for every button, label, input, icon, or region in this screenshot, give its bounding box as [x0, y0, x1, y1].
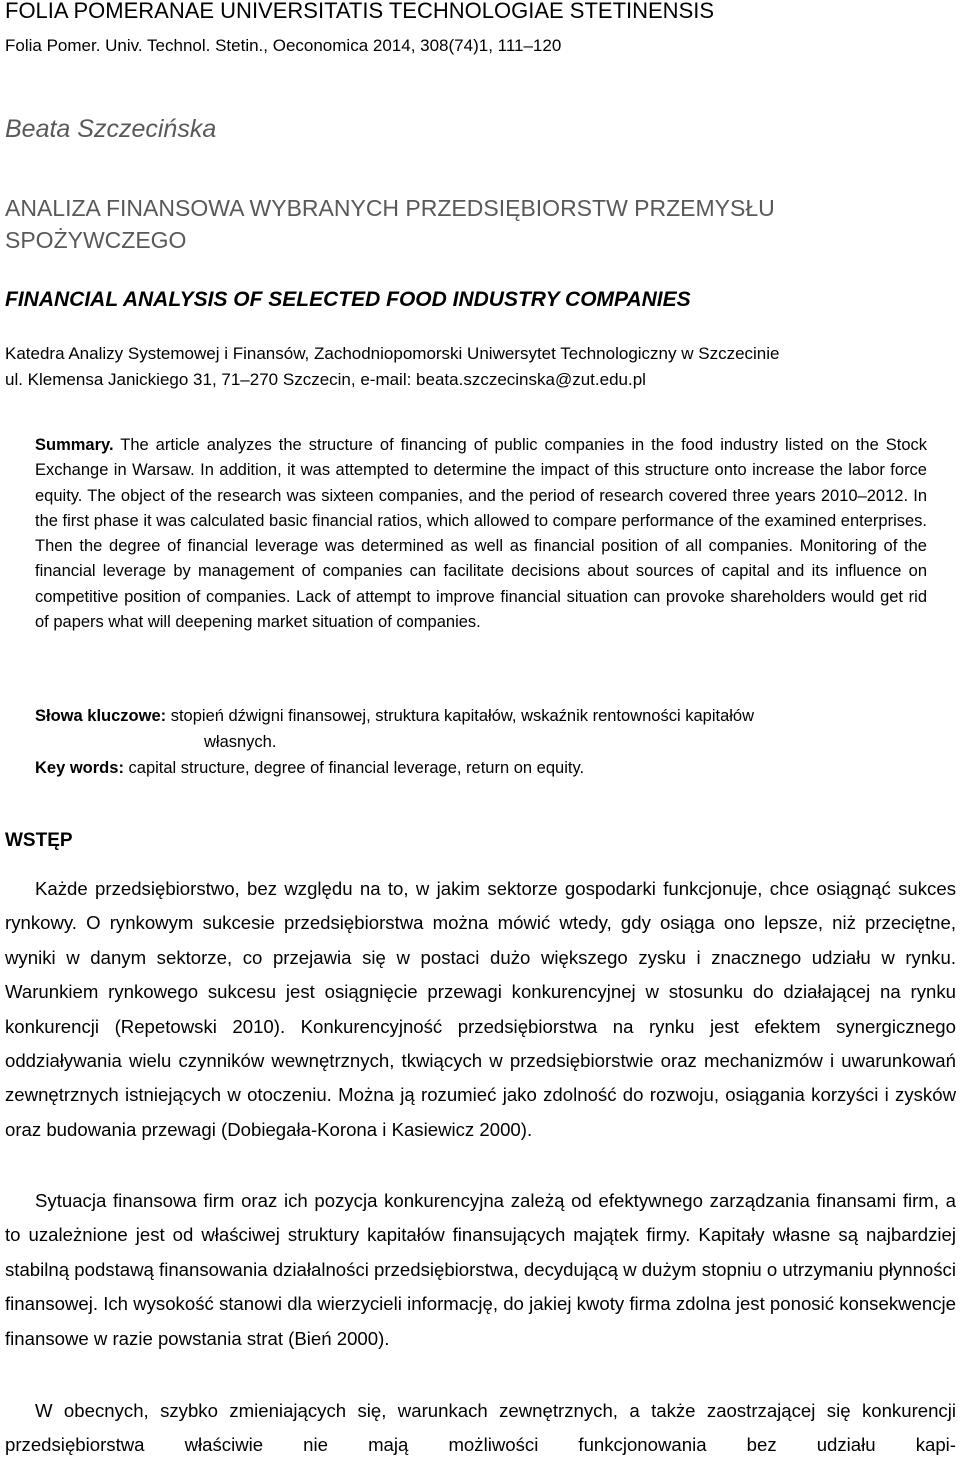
journal-title: FOLIA POMERANAE UNIVERSITATIS TECHNOLOGIAE STETINENSIS	[5, 0, 715, 23]
title-english: FINANCIAL ANALYSIS OF SELECTED FOOD INDUSTRY COMPANIES	[5, 288, 691, 311]
affiliation-line-2: ul. Klemensa Janickiego 31, 71–270 Szczecin, e-mail: beata.szczecinska@zut.edu.pl	[5, 370, 646, 389]
summary-label: Summary.	[35, 436, 114, 454]
keywords-english-text: capital structure, degree of financial leverage, return on equity.	[128, 759, 585, 777]
title-polish-line-1: ANALIZA FINANSOWA WYBRANYCH PRZEDSIĘBIORSTW PRZEMYSŁU	[5, 195, 775, 221]
body-paragraph: Każde przedsiębiorstwo, bez względu na to, w jakim sektorze gospodarki funkcjonuje, chce osiągnąć sukces rynkowy. O rynkowym sukcesie przedsiębiorstwa można mówić wtedy, gdy osiąga ono lepsze, niż przeciętne, wyniki w danym sektorze, co przejawia się w postaci dużo większego zysku i znacznego udziału w rynku. Warunkiem rynkowego sukcesu jest osiągnięcie przewagi konkurencyjnej w stosunku do działającej na rynku konkurencji (Repetowski 2010). Konkurencyjność przedsiębiorstwa na rynku jest efektem synergicznego oddziaływania wielu czynników wewnętrznych, tkwiących w przedsiębiorstwie oraz mechanizmów i uwarunkowań zewnętrznych istniejących w otoczeniu. Można ją rozumieć jako zdolność do rozwoju, osiągania korzyści i zysków oraz budowania przewagi (Dobiegała-Korona i Kasiewicz 2000).	[5, 878, 956, 1140]
citation: Folia Pomer. Univ. Technol. Stetin., Oeconomica 2014, 308(74)1, 111–120	[5, 36, 562, 55]
keywords-polish-continuation: własnych.	[204, 733, 277, 751]
keywords-polish-text: stopień dźwigni finansowej, struktura kapitałów, wskaźnik rentowności kapitałów	[170, 707, 755, 725]
keywords-polish-label: Słowa kluczowe:	[35, 707, 167, 725]
affiliation-line-1: Katedra Analizy Systemowej i Finansów, Zachodniopomorski Uniwersytet Technologiczny w Szczecinie	[5, 344, 780, 363]
keywords-english	[35, 759, 584, 778]
keywords-english-label: Key words:	[35, 759, 124, 777]
body-paragraph: Sytuacja finansowa firm oraz ich pozycja konkurencyjna zależą od efektywnego zarządzania finansami firm, a to uzależnione jest od właściwej struktury kapitałów finansujących majątek firmy. Kapitały własne są najbardziej stabilną podstawą finansowania działalności przedsiębiorstwa, decydującą w dużym stopniu o utrzymaniu płynności finansowej. Ich wysokość stanowi dla wierzycieli informację, do jakiej kwoty firma zdolna jest ponosić konsekwencje finansowe w razie powstania strat (Bień 2000).	[5, 1190, 956, 1349]
author-name: Beata Szczecińska	[5, 115, 217, 143]
body-paragraph: W obecnych, szybko zmieniających się, warunkach zewnętrznych, a także zaostrzającej się konkurencji przedsiębiorstwa właściwie nie mają możliwości funkcjonowania bez udziału kapi-	[5, 1400, 956, 1456]
section-heading: WSTĘP	[5, 830, 73, 851]
keywords-polish	[35, 707, 754, 726]
title-polish-line-2: SPOŻYWCZEGO	[5, 227, 187, 253]
summary-text: The article analyzes the structure of financing of public companies in the food industry listed on the Stock Exchange in Warsaw. In addition, it was attempted to determine the impact of this structure onto increase the labor force equity. The object of the research was sixteen companies, and the period of research covered three years 2010–2012. In the first phase it was calculated basic financial ratios, which allowed to compare performance of the examined enterprises. Then the degree of financial leverage was determined as well as financial position of all companies. Monitoring of the financial leverage by management of companies can facilitate decisions about sources of capital and its influence on competitive position of companies. Lack of attempt to improve financial situation can provoke shareholders would get rid of papers what will deepening market situation of companies.	[35, 436, 927, 632]
summary-abstract	[35, 433, 927, 635]
